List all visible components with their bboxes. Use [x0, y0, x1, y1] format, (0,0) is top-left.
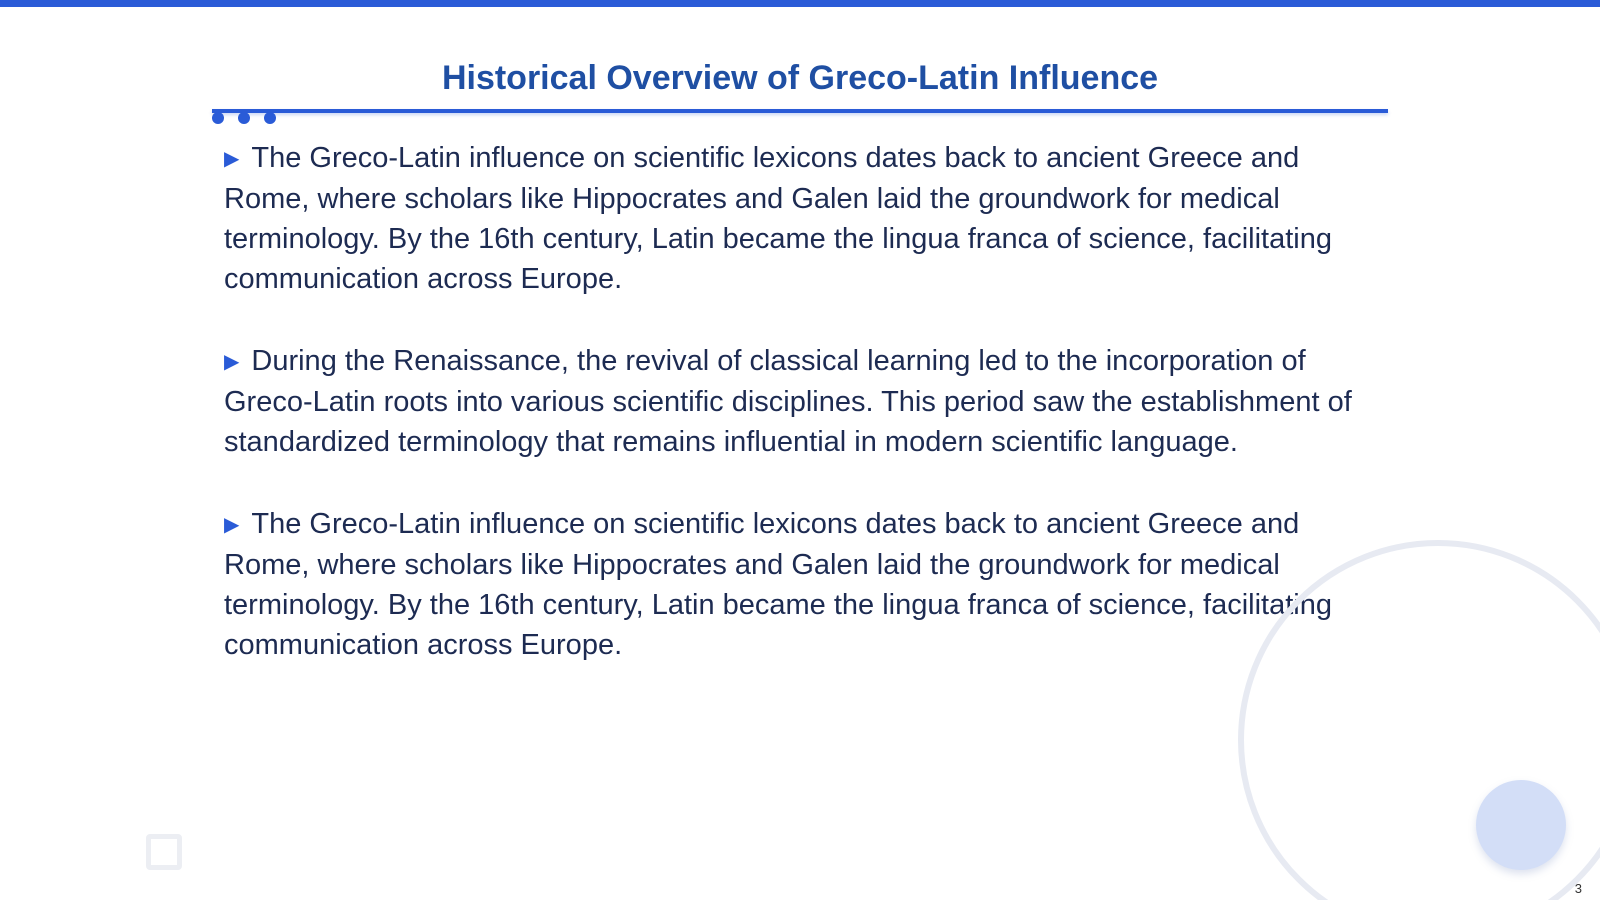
bullet-text: The Greco-Latin influence on scientific lexicons dates back to ancient Greece and Rome, where scholars like Hippocrates and Galen laid the groundwork for medical terminology. By the 16th century, Latin became the lingua franca of science, facilitating communication across Europe.: [224, 508, 1332, 661]
bullet-text: The Greco-Latin influence on scientific lexicons dates back to ancient Greece and Rome, where scholars like Hippocrates and Galen laid the groundwork for medical terminology. By the 16th century, Latin became the lingua franca of science, facilitating communication across Europe.: [224, 142, 1332, 295]
page-number: 3: [1574, 881, 1582, 896]
decorative-square: [146, 834, 182, 870]
bullet-text: During the Renaissance, the revival of classical learning led to the incorporation of Greco-Latin roots into various scientific disciplines. This period saw the establishment of standardized terminology that remains influential in modern scientific language.: [224, 345, 1352, 458]
bullet-item: [224, 341, 1384, 462]
decorative-dot: [264, 112, 276, 124]
bullet-arrow-icon: ▶: [224, 351, 240, 373]
bullet-list: [224, 138, 1384, 707]
bullet-item: [224, 138, 1384, 299]
decorative-dot: [238, 112, 250, 124]
bullet-item: [224, 504, 1384, 665]
bullet-arrow-icon: ▶: [224, 148, 240, 170]
decorative-dot: [212, 112, 224, 124]
title-underline: [212, 109, 1388, 113]
bullet-arrow-icon: ▶: [224, 514, 240, 536]
slide-title: Historical Overview of Greco-Latin Influence: [441, 59, 1159, 97]
decorative-circle: [1476, 780, 1566, 870]
top-accent-bar: [0, 0, 1600, 7]
